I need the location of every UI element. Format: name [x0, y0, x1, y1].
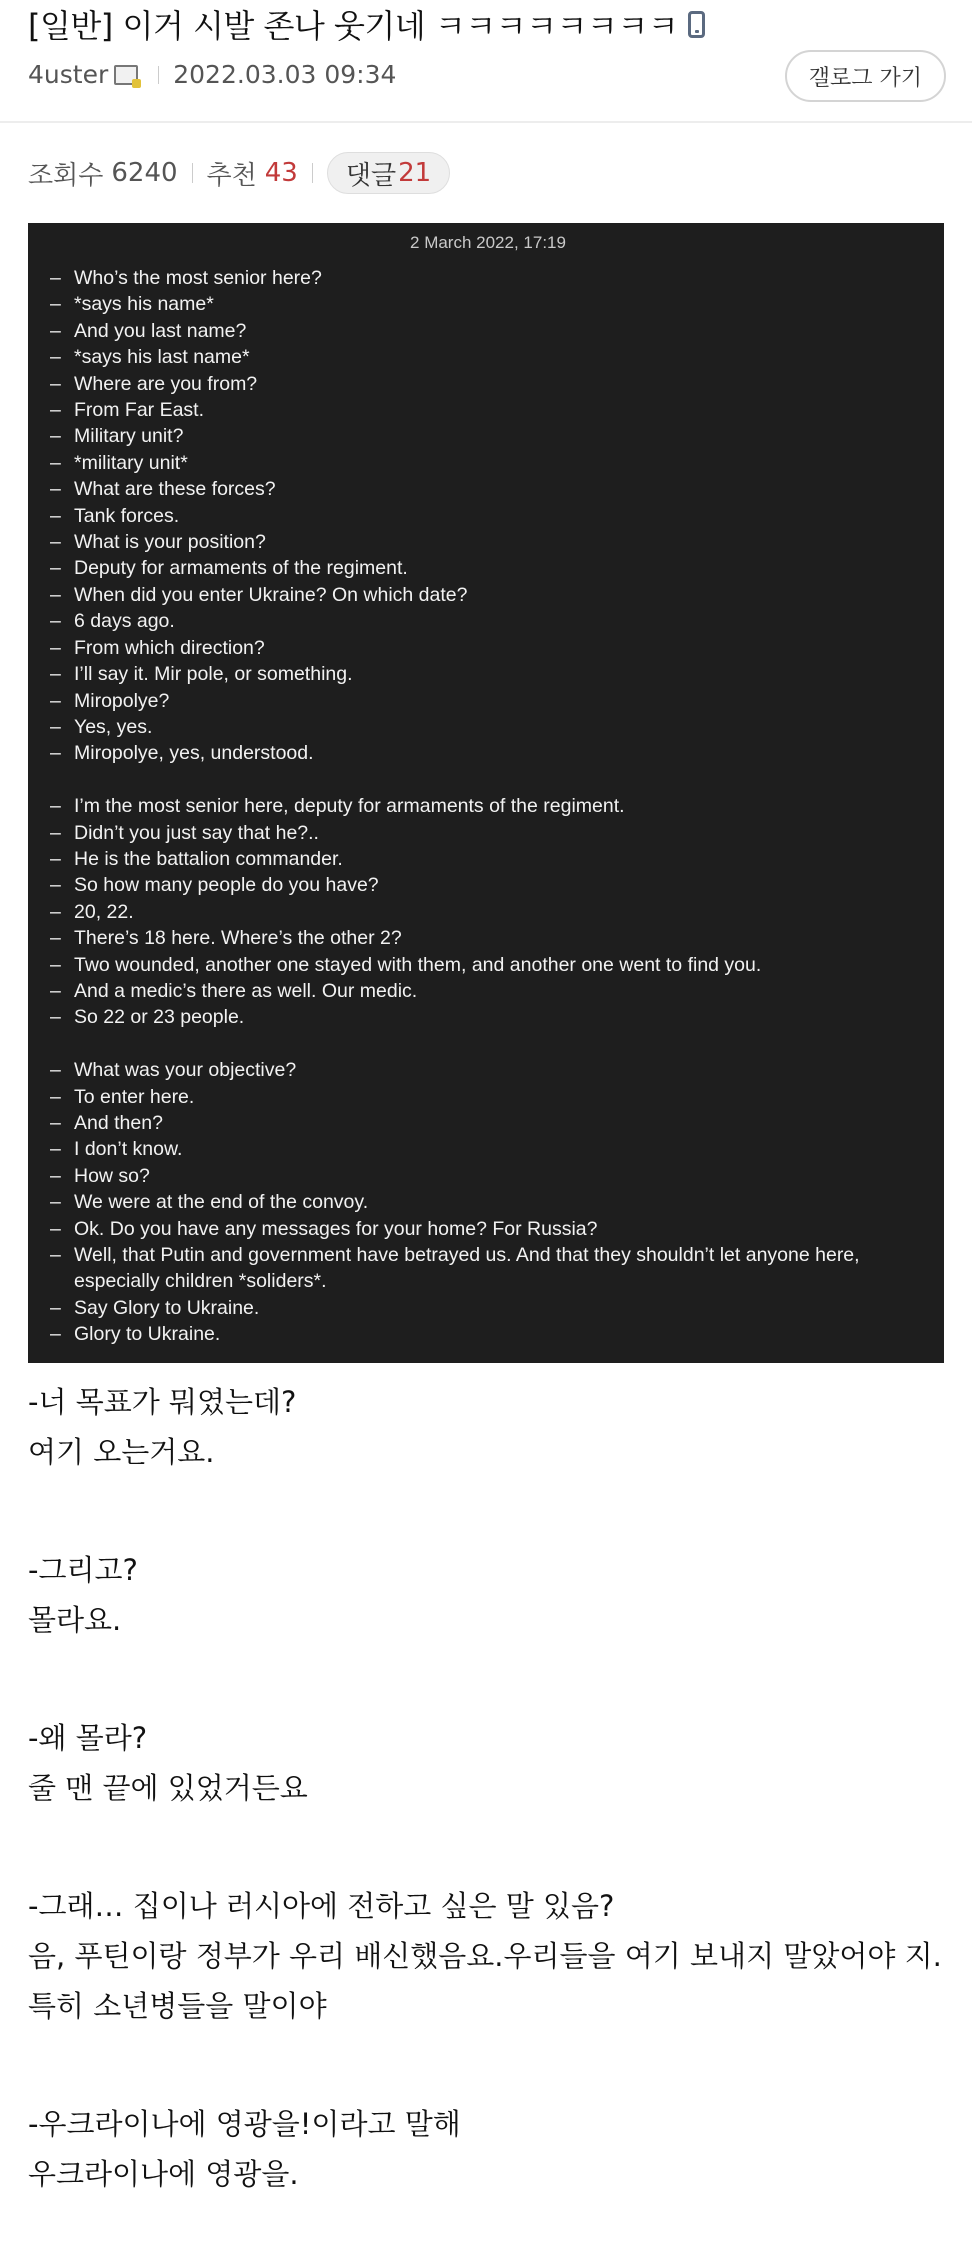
- divider: [312, 163, 313, 183]
- dash-bullet: –: [50, 1164, 61, 1187]
- transcript-line-text: Miropolye?: [74, 689, 170, 712]
- dash-bullet: –: [50, 583, 61, 606]
- transcript-line-text: From which direction?: [74, 636, 265, 659]
- divider: [192, 163, 193, 183]
- dash-bullet: –: [50, 1059, 61, 1082]
- dash-bullet: –: [50, 293, 61, 316]
- transcript-line: [50, 1163, 926, 1189]
- comments-label: 댓글: [345, 160, 397, 191]
- transcript-line-text: Say Glory to Ukraine.: [74, 1296, 260, 1319]
- transcript-line: [50, 1216, 926, 1242]
- dash-bullet: –: [50, 1111, 61, 1134]
- paragraph-gap: [28, 1477, 944, 1545]
- transcript-line-text: To enter here.: [74, 1085, 195, 1108]
- dash-bullet: –: [50, 742, 61, 765]
- transcript-line: [50, 978, 926, 1004]
- transcript-line-text: What was your objective?: [74, 1059, 297, 1082]
- transcript-line-text: 6 days ago.: [74, 610, 175, 633]
- dash-bullet: –: [50, 557, 61, 580]
- transcript-line: [50, 952, 926, 978]
- transcript-line-text: 20, 22.: [74, 900, 134, 923]
- dash-bullet: –: [50, 663, 61, 686]
- dash-bullet: –: [50, 319, 61, 342]
- transcript-line-text: *military unit*: [74, 451, 188, 474]
- answer-line: 줄 맨 끝에 있었거든요: [28, 1771, 308, 1805]
- paragraph-gap: [28, 2031, 944, 2099]
- transcript-line-text: How so?: [74, 1164, 150, 1187]
- transcript-line: [50, 423, 926, 449]
- fixed-nick-icon: [114, 65, 138, 85]
- transcript-line-text: And then?: [74, 1111, 163, 1134]
- paragraph-gap: [28, 1645, 944, 1713]
- transcript-line: [50, 1189, 926, 1215]
- dash-bullet: –: [50, 399, 61, 422]
- post-header: [0, 0, 972, 123]
- transcript-line: [50, 1004, 926, 1030]
- transcript-line: [50, 820, 926, 846]
- answer-line: 몰라요.: [28, 1603, 122, 1637]
- transcript-line: [50, 265, 926, 291]
- transcript-line-text: When did you enter Ukraine? On which date?: [74, 583, 468, 606]
- paragraph-gap: [28, 1813, 944, 1881]
- dash-bullet: –: [50, 1217, 61, 1240]
- dash-bullet: –: [50, 372, 61, 395]
- question-line: -그래… 집이나 러시아에 전하고 싶은 말 있음?: [28, 1889, 615, 1923]
- transcript-line-text: Ok. Do you have any messages for your home? For Russia?: [74, 1217, 598, 1240]
- dash-bullet: –: [50, 267, 61, 289]
- dash-bullet: –: [50, 821, 61, 844]
- transcript-line-text: Miropolye, yes, understood.: [74, 742, 314, 765]
- answer-line: 여기 오는거요.: [28, 1435, 215, 1469]
- transcript-line: [50, 1057, 926, 1083]
- transcript-line: [50, 872, 926, 898]
- transcript-line: [50, 1084, 926, 1110]
- question-line: -왜 몰라?: [28, 1721, 148, 1755]
- dash-bullet: –: [50, 1323, 61, 1346]
- dash-bullet: –: [50, 636, 61, 659]
- transcript-line: [50, 476, 926, 502]
- post-stats: [0, 123, 972, 223]
- transcript-line: [50, 450, 926, 476]
- transcript-line-text: Didn’t you just say that he?..: [74, 821, 319, 844]
- transcript-line: [50, 688, 926, 714]
- transcript-line: [50, 371, 926, 397]
- mobile-phone-icon: [688, 11, 705, 38]
- dash-bullet: –: [50, 1244, 61, 1266]
- transcript-line-text: I’m the most senior here, deputy for armaments of the regiment.: [74, 795, 625, 818]
- dash-bullet: –: [50, 425, 61, 448]
- dash-bullet: –: [50, 478, 61, 501]
- transcript-line-text: What are these forces?: [74, 478, 276, 501]
- dash-bullet: –: [50, 451, 61, 474]
- answer-line: 음, 푸틴이랑 정부가 우리 배신했음요.우리들을 여기 보내지 말았어야 지. 특히 소년병들을 말이야: [28, 1939, 942, 2023]
- recommend-label: 추천: [206, 160, 257, 191]
- transcript-line: [50, 608, 926, 634]
- transcript-line: [50, 1242, 926, 1295]
- transcript-line: [50, 1321, 926, 1347]
- transcript-line: [50, 635, 926, 661]
- transcript-line-text: I’ll say it. Mir pole, or something.: [74, 663, 353, 686]
- answer-line: 우크라이나에 영광을.: [28, 2157, 299, 2191]
- transcript-line-text: *says his last name*: [74, 346, 250, 369]
- transcript-line: [50, 529, 926, 555]
- dash-bullet: –: [50, 1191, 61, 1214]
- transcript-line: [50, 1110, 926, 1136]
- transcript-line: [50, 582, 926, 608]
- transcript-line-text: Where are you from?: [74, 372, 258, 395]
- dash-bullet: –: [50, 900, 61, 923]
- transcript-line-text: Glory to Ukraine.: [74, 1323, 221, 1346]
- dash-bullet: –: [50, 610, 61, 633]
- dash-bullet: –: [50, 1006, 61, 1029]
- transcript-line: [50, 1295, 926, 1321]
- transcript-gap: [50, 767, 926, 793]
- transcript-line: [50, 555, 926, 581]
- transcript-line-text: Who’s the most senior here?: [74, 267, 322, 289]
- transcript-line-text: Military unit?: [74, 425, 184, 448]
- question-line: -우크라이나에 영광을!이라고 말해: [28, 2107, 461, 2141]
- transcript-line: [50, 899, 926, 925]
- dash-bullet: –: [50, 715, 61, 738]
- transcript-line: [50, 344, 926, 370]
- dash-bullet: –: [50, 531, 61, 554]
- post-title: [일반] 이거 시발 존나 웃기네 ㅋㅋㅋㅋㅋㅋㅋㅋ: [28, 7, 679, 45]
- dash-bullet: –: [50, 689, 61, 712]
- comments-count: 21: [398, 158, 432, 188]
- transcript-line: [50, 1136, 926, 1162]
- transcript-line-text: Well, that Putin and government have betrayed us. And that they shouldn’t let anyone here, especially children *soliders*.: [74, 1244, 860, 1293]
- transcript-line-text: So how many people do you have?: [74, 874, 379, 897]
- views-count: 6240: [111, 158, 178, 188]
- dash-bullet: –: [50, 874, 61, 897]
- transcript-gap: [50, 1031, 926, 1057]
- dash-bullet: –: [50, 847, 61, 870]
- transcript-line-text: From Far East.: [74, 399, 205, 422]
- post-body: [0, 1363, 972, 2199]
- dash-bullet: –: [50, 979, 61, 1002]
- transcript-line: [50, 925, 926, 951]
- transcript-line-text: Tank forces.: [74, 504, 180, 527]
- dash-bullet: –: [50, 346, 61, 369]
- transcript-line: [50, 397, 926, 423]
- divider: [158, 66, 159, 84]
- author-name[interactable]: 4uster: [28, 60, 109, 89]
- transcript-line: [50, 793, 926, 819]
- transcript-line-text: And a medic’s there as well. Our medic.: [74, 979, 418, 1002]
- transcript-lines: [50, 265, 926, 1348]
- post-datetime: 2022.03.03 09:34: [173, 60, 397, 89]
- transcript-line-text: There’s 18 here. Where’s the other 2?: [74, 927, 402, 950]
- transcript-line: [50, 846, 926, 872]
- views-label: 조회수: [28, 160, 104, 191]
- transcript-line-text: So 22 or 23 people.: [74, 1006, 245, 1029]
- transcript-line-text: Deputy for armaments of the regiment.: [74, 557, 408, 580]
- transcript-line: [50, 714, 926, 740]
- gallog-button[interactable]: 갤로그 가기: [785, 50, 946, 102]
- transcript-line-text: Yes, yes.: [74, 715, 153, 738]
- transcript-line-text: He is the battalion commander.: [74, 847, 343, 870]
- dash-bullet: –: [50, 1085, 61, 1108]
- dash-bullet: –: [50, 1138, 61, 1161]
- dash-bullet: –: [50, 504, 61, 527]
- transcript-line: [50, 661, 926, 687]
- comments-button[interactable]: [327, 152, 450, 194]
- dash-bullet: –: [50, 927, 61, 950]
- transcript-image: [28, 223, 944, 1363]
- transcript-line: [50, 503, 926, 529]
- question-line: -너 목표가 뭐였는데?: [28, 1385, 297, 1419]
- dash-bullet: –: [50, 795, 61, 818]
- dash-bullet: –: [50, 1296, 61, 1319]
- transcript-line: [50, 291, 926, 317]
- transcript-line: [50, 318, 926, 344]
- dash-bullet: –: [50, 953, 61, 976]
- transcript-line-text: Two wounded, another one stayed with them, and another one went to find you.: [74, 953, 762, 976]
- transcript-date: 2 March 2022, 17:19: [410, 233, 566, 252]
- recommend-count: 43: [264, 158, 298, 188]
- question-line: -그리고?: [28, 1553, 138, 1587]
- transcript-line-text: And you last name?: [74, 319, 247, 342]
- transcript-line-text: What is your position?: [74, 531, 266, 554]
- post-title-row: [28, 0, 944, 46]
- transcript-line-text: *says his name*: [74, 293, 214, 316]
- transcript-line: [50, 740, 926, 766]
- transcript-line-text: I don’t know.: [74, 1138, 183, 1161]
- transcript-line-text: We were at the end of the convoy.: [74, 1191, 369, 1214]
